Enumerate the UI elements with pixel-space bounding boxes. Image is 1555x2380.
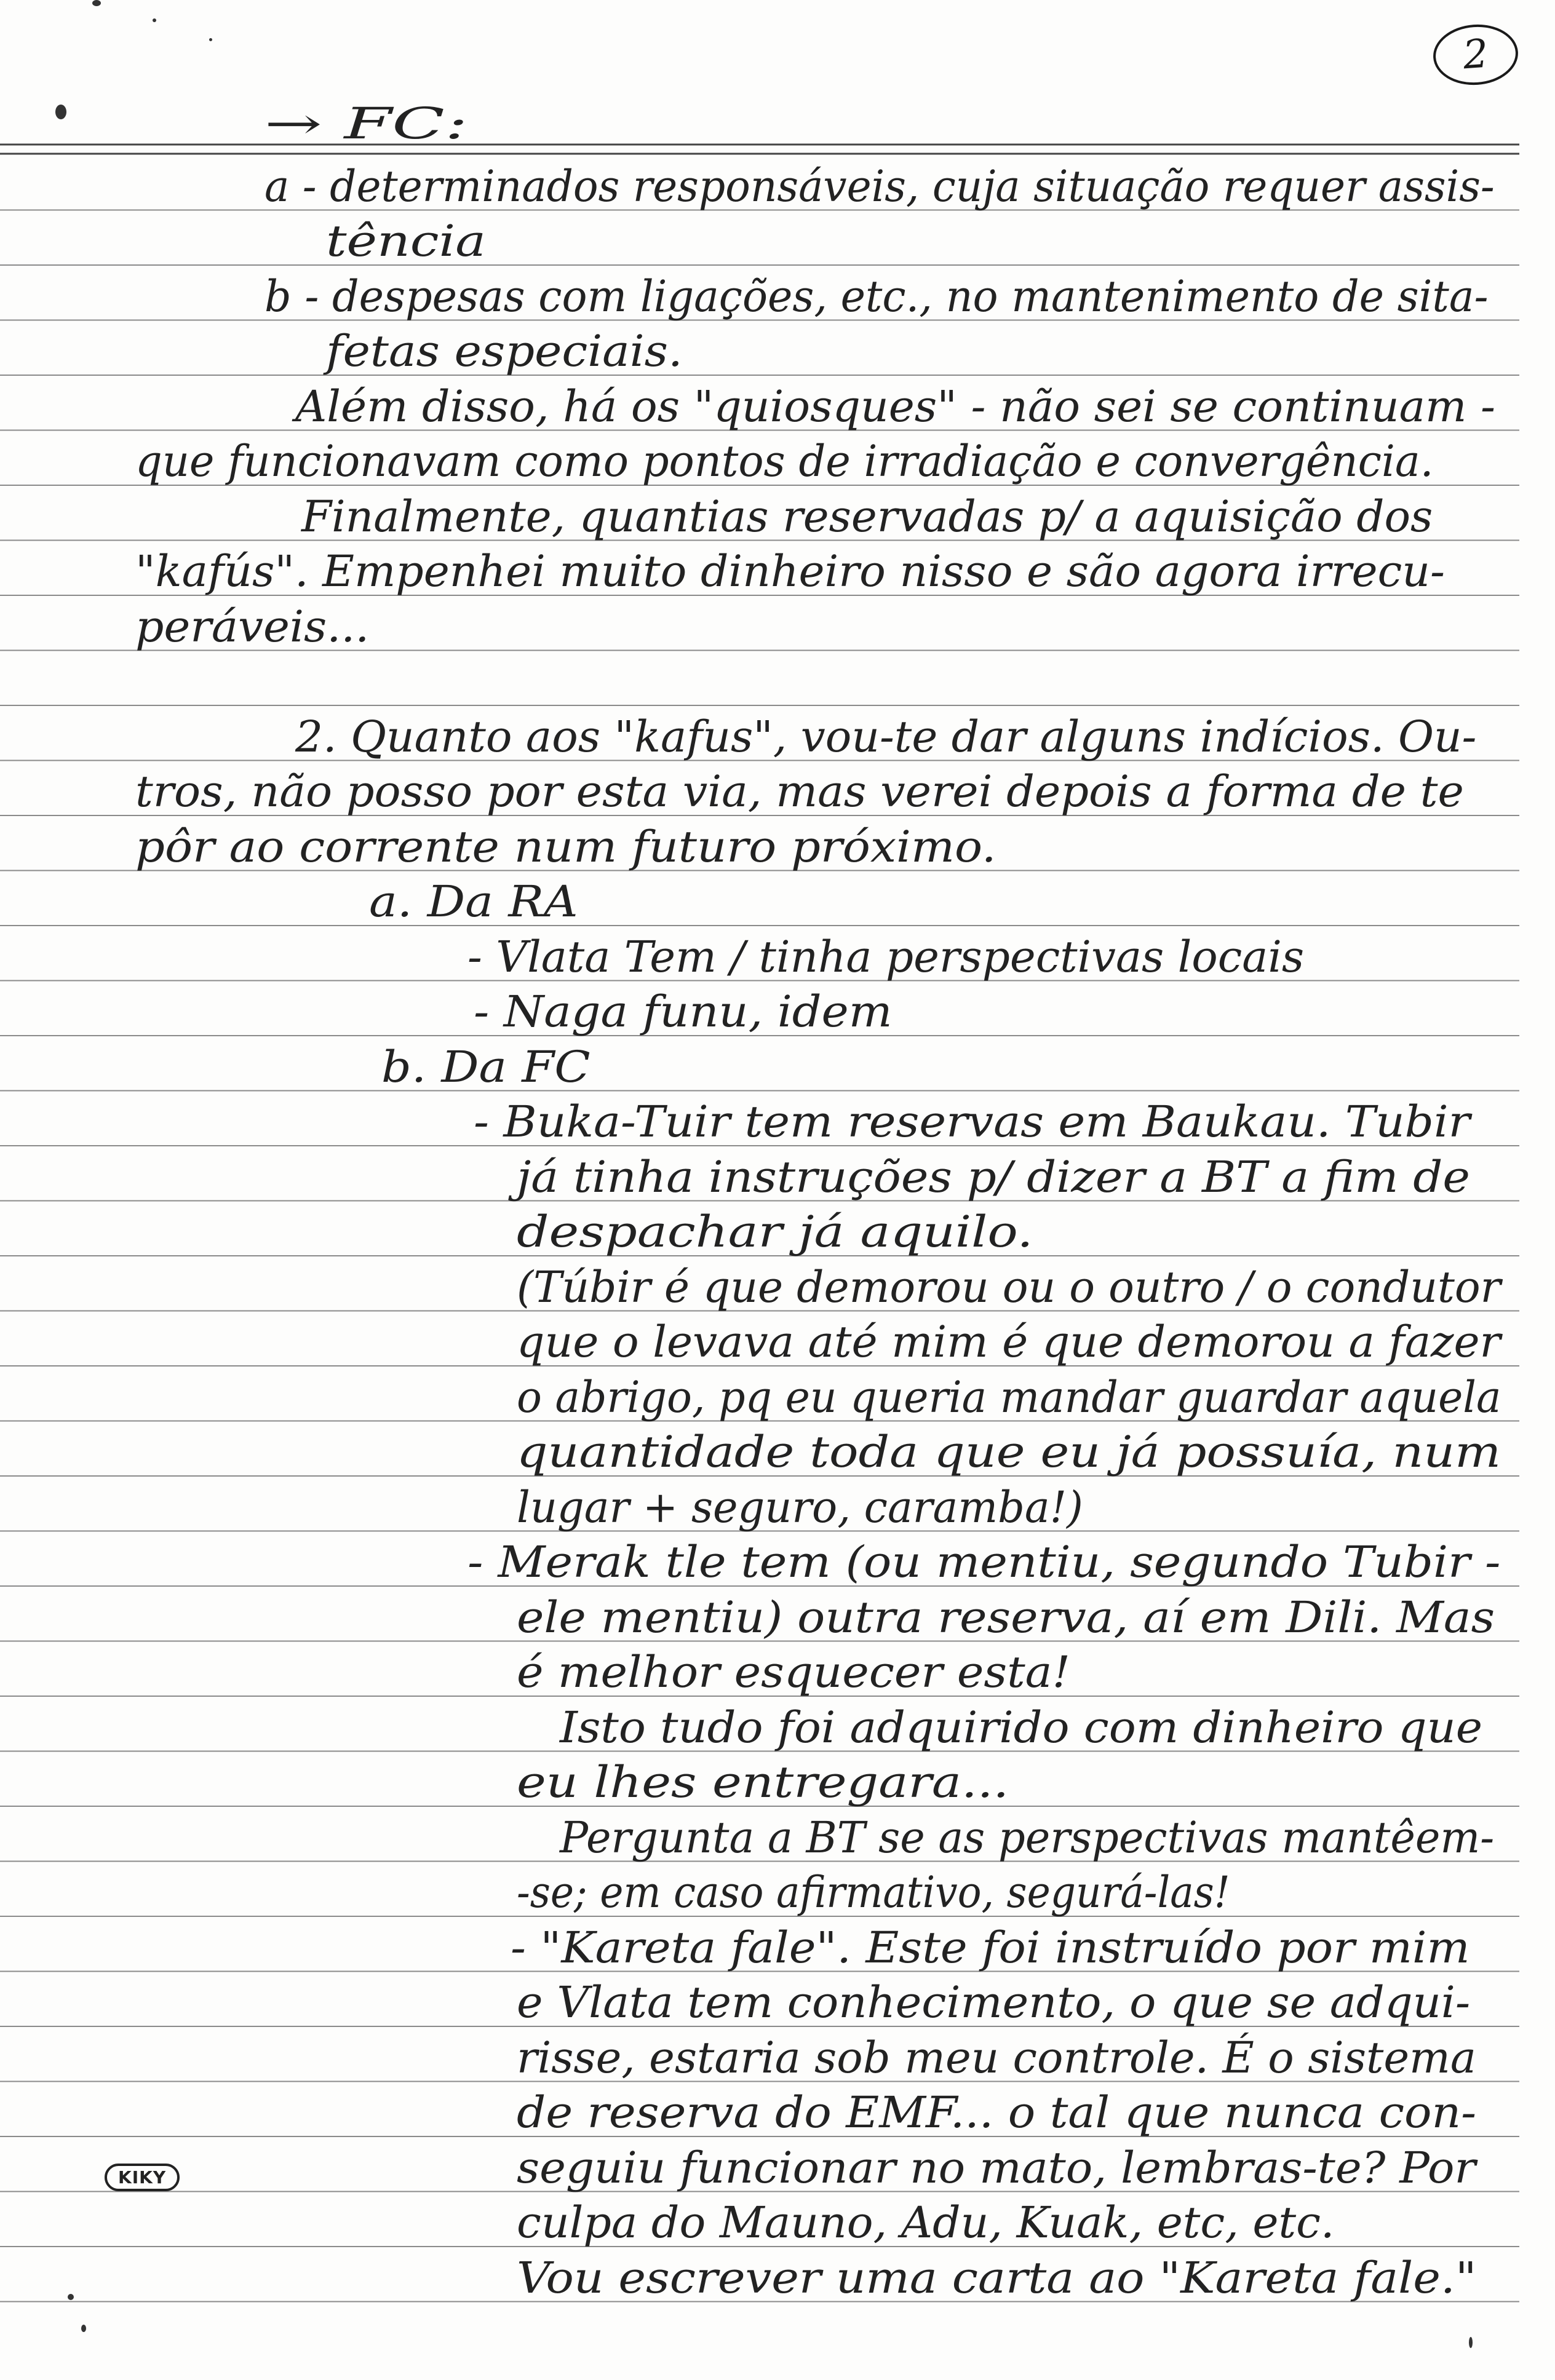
- handwritten-line: é melhor esquecer esta!: [517, 1647, 1071, 1697]
- handwritten-line: Além disso, há os "quiosques" - não sei se continuam -: [295, 381, 1495, 432]
- handwritten-line: seguiu funcionar no mato, lembras-te? Por: [517, 2142, 1476, 2193]
- handwritten-line: Vou escrever uma carta ao "Kareta fale.": [517, 2252, 1477, 2303]
- handwritten-line: ele mentiu) outra reserva, aí em Dili. Mas: [517, 1592, 1495, 1643]
- page-number: 2: [1462, 31, 1490, 79]
- brand-label: KIKY: [118, 2167, 167, 2188]
- handwritten-line: já tinha instruções p/ dizer a BT a fim de: [517, 1151, 1470, 1202]
- handwritten-line: a - determinados responsáveis, cuja situação requer assis-: [264, 161, 1495, 212]
- handwritten-line: Isto tudo foi adquirido com dinheiro que: [560, 1702, 1483, 1753]
- handwritten-line: a. Da RA: [369, 876, 578, 927]
- handwritten-line: eu lhes entregara...: [517, 1757, 1009, 1807]
- handwritten-line: Pergunta a BT se as perspectivas mantêem-: [560, 1812, 1495, 1863]
- handwritten-line: - Naga funu, idem: [474, 986, 893, 1037]
- handwritten-line: culpa do Mauno, Adu, Kuak, etc, etc.: [517, 2197, 1335, 2248]
- handwritten-line: b - despesas com ligações, etc., no mantenimento de sita-: [264, 271, 1489, 322]
- handwritten-line: risse, estaria sob meu controle. É o sistema: [517, 2032, 1476, 2083]
- handwritten-line: tência: [326, 216, 487, 266]
- scan-speck: [153, 18, 156, 22]
- notebook-brand-logo: [105, 2164, 180, 2191]
- scan-speck: [68, 2294, 74, 2300]
- scan-speck: [55, 105, 66, 119]
- handwritten-line: quantidade toda que eu já possuía, num: [517, 1427, 1501, 1477]
- handwritten-line: o abrigo, pq eu queria mandar guardar aquela: [517, 1371, 1501, 1422]
- handwritten-line: fetas especiais.: [326, 326, 683, 376]
- handwritten-line: tros, não posso por esta via, mas verei depois a forma de te: [135, 766, 1464, 817]
- handwritten-line: Finalmente, quantias reservadas p/ a aquisição dos: [301, 491, 1433, 542]
- handwritten-line: - Merak tle tem (ou mentiu, segundo Tubir -: [467, 1537, 1501, 1587]
- scan-speck: [1469, 2337, 1473, 2348]
- handwritten-line: que funcionavam como pontos de irradiação e convergência.: [135, 436, 1434, 486]
- scan-speck: [209, 38, 212, 41]
- handwritten-line: - Buka-Tuir tem reservas em Baukau. Tubir: [474, 1097, 1470, 1147]
- handwritten-line: de reserva do EMF... o tal que nunca con-: [517, 2087, 1477, 2138]
- handwritten-line: - Vlata Tem / tinha perspectivas locais: [467, 931, 1305, 982]
- handwritten-line: 2. Quanto aos "kafus", vou-te dar alguns indícios. Ou-: [295, 711, 1477, 762]
- handwritten-line: - "Kareta fale". Este foi instruído por mim: [511, 1922, 1470, 1973]
- handwritten-line: pôr ao corrente num futuro próximo.: [135, 821, 996, 872]
- handwritten-line: b. Da FC: [381, 1041, 591, 1092]
- handwritten-line: e Vlata tem conhecimento, o que se adqui-: [517, 1977, 1471, 2028]
- handwritten-line: lugar + seguro, caramba!): [517, 1482, 1083, 1533]
- handwritten-line: peráveis...: [135, 601, 370, 652]
- scan-speck: [81, 2325, 86, 2332]
- handwritten-line: despachar já aquilo.: [517, 1207, 1033, 1257]
- handwritten-line: -se; em caso afirmativo, segurá-las!: [517, 1867, 1230, 1918]
- handwritten-line: que o levava até mim é que demorou a fazer: [517, 1317, 1501, 1367]
- handwritten-line: → FC:: [264, 98, 468, 149]
- scan-speck: [92, 0, 101, 6]
- handwritten-line: (Túbir é que demorou ou o outro / o condutor: [517, 1261, 1501, 1312]
- handwritten-line: "kafús". Empenhei muito dinheiro nisso e são agora irrecu-: [135, 546, 1445, 597]
